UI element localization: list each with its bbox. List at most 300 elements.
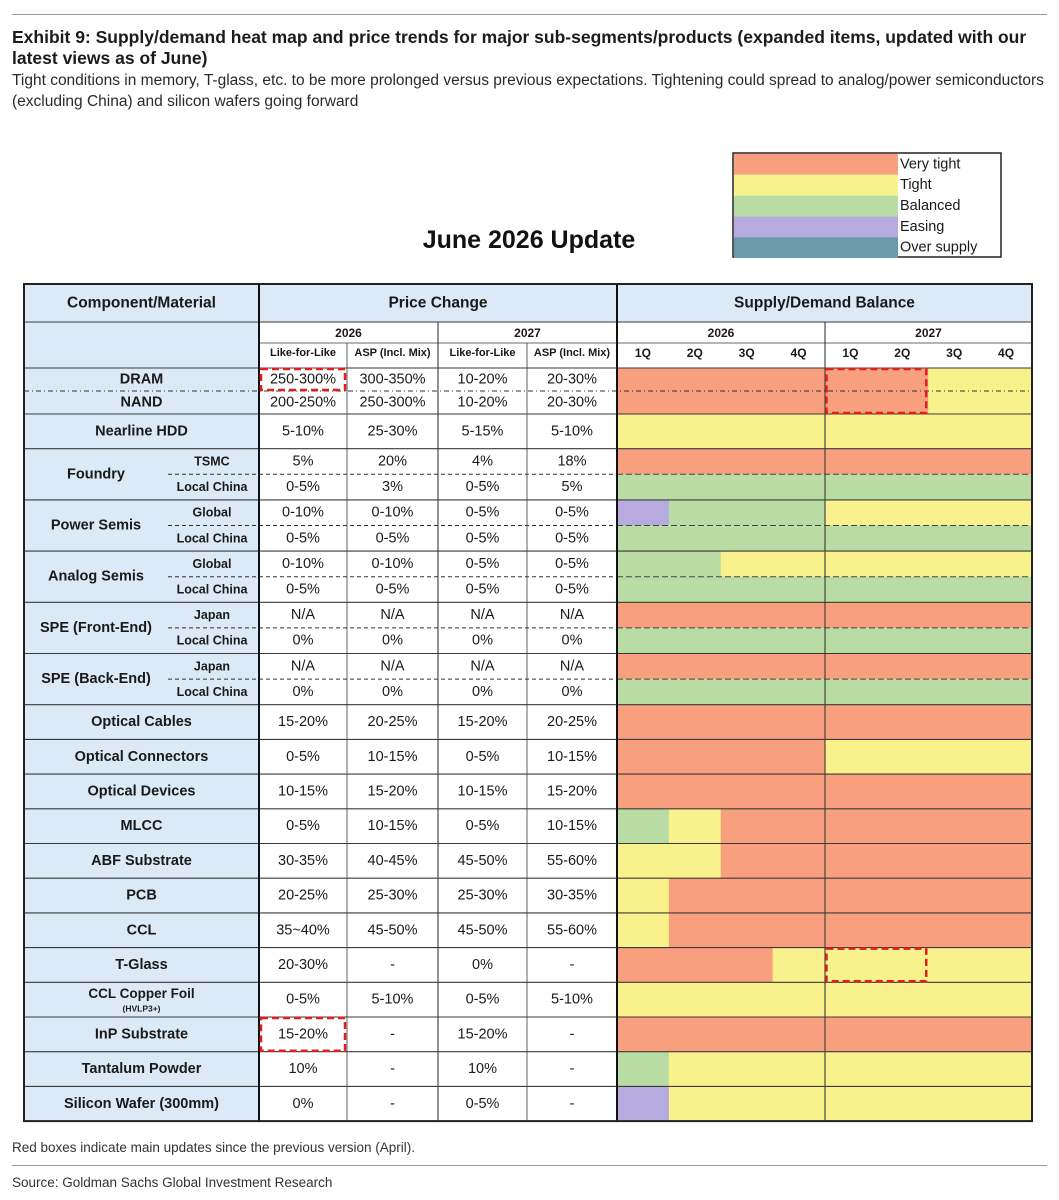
- price-value: 300-350%: [359, 371, 426, 388]
- price-value: 20-30%: [547, 394, 597, 411]
- price-value: 15-20%: [457, 714, 508, 731]
- price-value: 5-15%: [461, 423, 504, 440]
- heat-cell: [617, 1086, 669, 1121]
- heat-cell: [980, 654, 1032, 680]
- heat-cell: [721, 844, 773, 879]
- price-value: 15-20%: [547, 783, 597, 800]
- heat-cell: [773, 577, 825, 603]
- price-value: 0-5%: [375, 530, 410, 547]
- heat-cell: [980, 844, 1032, 879]
- price-value: 40-45%: [367, 852, 418, 869]
- heat-cell: [928, 391, 980, 414]
- price-value: 20-30%: [278, 956, 328, 973]
- price-value: 0%: [292, 683, 314, 700]
- heat-cell: [980, 878, 1032, 913]
- heat-cell: [825, 551, 877, 577]
- heat-cell: [825, 679, 877, 705]
- legend-label-1: Tight: [900, 177, 932, 194]
- heat-cell: [928, 774, 980, 809]
- heat-cell: [721, 449, 773, 475]
- heat-cell: [928, 1052, 980, 1087]
- heat-cell: [773, 414, 825, 449]
- price-value: 0-5%: [286, 818, 320, 835]
- heat-cell: [773, 551, 825, 577]
- row-group-label: Power Semis: [50, 517, 142, 534]
- heat-cell: [669, 414, 721, 449]
- heat-cell: [876, 679, 928, 705]
- row-label: CCL Copper Foil: [88, 986, 195, 1002]
- heat-cell: [773, 739, 825, 774]
- heat-cell: [617, 368, 669, 391]
- heat-cell: [617, 500, 669, 526]
- heat-cell: [721, 679, 773, 705]
- heat-cell: [928, 878, 980, 913]
- heat-cell: [617, 449, 669, 475]
- row-sub-label: Japan: [193, 659, 231, 674]
- heat-cell: [721, 1017, 773, 1052]
- heat-cell: [669, 628, 721, 654]
- heat-cell: [773, 913, 825, 948]
- price-value: N/A: [290, 607, 316, 624]
- exhibit-title: Exhibit 9: Supply/demand heat map and price trends for major sub-segments/products (expanded items, updated with our latest views as of June): [12, 27, 1027, 68]
- price-value: 3%: [382, 479, 403, 496]
- price-value: 15-20%: [278, 714, 328, 731]
- heat-cell: [876, 602, 928, 628]
- price-value: 55-60%: [547, 852, 597, 869]
- legend-swatch-1: [734, 175, 898, 196]
- heat-cell: [825, 654, 877, 680]
- heat-cell: [669, 474, 721, 500]
- heat-cell: [825, 474, 877, 500]
- price-value: 15-20%: [367, 783, 418, 800]
- quarter-label: 3Q: [738, 346, 755, 360]
- heat-cell: [773, 679, 825, 705]
- heat-cell: [825, 913, 877, 948]
- heat-cell: [876, 913, 928, 948]
- price-value: 0%: [561, 632, 583, 649]
- heat-cell: [825, 774, 877, 809]
- row-label: ABF Substrate: [91, 852, 192, 869]
- heat-cell: [773, 878, 825, 913]
- heat-cell: [617, 982, 669, 1017]
- header-balance: Supply/Demand Balance: [734, 294, 915, 312]
- heat-cell: [825, 391, 877, 414]
- price-value: 20-30%: [547, 371, 597, 388]
- heat-cell: [773, 602, 825, 628]
- legend-swatch-3: [734, 216, 898, 237]
- legend-swatch-2: [734, 196, 898, 217]
- heat-cell: [980, 500, 1032, 526]
- heat-cell: [980, 774, 1032, 809]
- price-value: 30-35%: [547, 887, 597, 904]
- row-label: Optical Devices: [87, 783, 196, 800]
- heat-cell: [669, 739, 721, 774]
- price-value: 25-30%: [457, 887, 508, 904]
- price-value: 20%: [377, 453, 408, 470]
- price-value: 0-5%: [286, 748, 320, 765]
- price-value: 25-30%: [367, 423, 418, 440]
- row-group-label: Foundry: [67, 466, 125, 483]
- price-value: N/A: [470, 658, 495, 675]
- heat-cell: [928, 449, 980, 475]
- heat-cell: [617, 913, 669, 948]
- price-value: 15-20%: [457, 1026, 508, 1043]
- heat-cell: [669, 844, 721, 879]
- heat-cell: [617, 1017, 669, 1052]
- heat-cell: [825, 878, 877, 913]
- heat-cell: [928, 705, 980, 740]
- footer-rule: [12, 1165, 1047, 1166]
- quarter-label: 2Q: [686, 346, 703, 360]
- legend-swatch-0: [734, 154, 898, 175]
- heat-cell: [721, 913, 773, 948]
- heat-cell: [773, 628, 825, 654]
- heat-cell: [876, 844, 928, 879]
- heat-cell: [876, 774, 928, 809]
- heat-cell: [721, 551, 773, 577]
- price-value: 0-5%: [465, 748, 500, 765]
- price-value: -: [569, 1026, 575, 1043]
- price-value: 5-10%: [551, 991, 593, 1008]
- row-group-label: SPE (Front-End): [40, 619, 152, 636]
- heat-cell: [669, 705, 721, 740]
- price-value: 0-10%: [282, 504, 324, 521]
- price-value: 10-15%: [278, 783, 328, 800]
- price-col-label: Like-for-Like: [269, 347, 337, 359]
- heat-cell: [928, 809, 980, 844]
- heat-cell: [669, 809, 721, 844]
- heat-cell: [980, 474, 1032, 500]
- heat-cell: [617, 474, 669, 500]
- heat-cell: [669, 391, 721, 414]
- heat-cell: [669, 449, 721, 475]
- quarter-label: 1Q: [634, 346, 651, 360]
- heat-cell: [669, 500, 721, 526]
- header-price-change: Price Change: [388, 294, 488, 312]
- heat-cell: [669, 577, 721, 603]
- heat-cell: [928, 551, 980, 577]
- heat-cell: [825, 628, 877, 654]
- row-label: DRAM: [119, 371, 164, 388]
- heat-cell: [876, 449, 928, 475]
- heat-cell: [980, 449, 1032, 475]
- price-value: 0-5%: [465, 530, 500, 547]
- heat-cell: [825, 577, 877, 603]
- heat-cell: [980, 628, 1032, 654]
- heat-cell: [617, 844, 669, 879]
- price-value: 0%: [292, 632, 314, 649]
- row-label: NAND: [120, 394, 163, 411]
- heat-cell: [773, 526, 825, 552]
- heat-cell: [980, 913, 1032, 948]
- price-value: -: [390, 1095, 395, 1112]
- heat-cell: [721, 414, 773, 449]
- heat-cell: [825, 1086, 877, 1121]
- heat-cell: [876, 982, 928, 1017]
- row-label: InP Substrate: [94, 1026, 189, 1043]
- heat-cell: [617, 654, 669, 680]
- heat-cell: [669, 982, 721, 1017]
- heat-cell: [773, 774, 825, 809]
- heat-cell: [721, 774, 773, 809]
- heat-cell: [980, 1017, 1032, 1052]
- heat-cell: [721, 809, 773, 844]
- price-value: 0%: [472, 632, 493, 649]
- price-value: 5-10%: [371, 991, 414, 1008]
- heat-cell: [617, 774, 669, 809]
- heat-cell: [825, 449, 877, 475]
- heat-cell: [928, 679, 980, 705]
- heat-cell: [617, 551, 669, 577]
- row-sub-label: Local China: [176, 684, 248, 699]
- heat-cell: [876, 705, 928, 740]
- heat-cell: [980, 982, 1032, 1017]
- heat-cell: [721, 878, 773, 913]
- heat-cell: [617, 705, 669, 740]
- heat-cell: [876, 577, 928, 603]
- row-group-label: Analog Semis: [48, 568, 144, 585]
- heat-cell: [669, 679, 721, 705]
- heat-cell: [980, 551, 1032, 577]
- heat-cell: [928, 577, 980, 603]
- row-sub-label: Japan: [193, 608, 231, 623]
- price-value: -: [390, 956, 395, 973]
- heat-cell: [669, 602, 721, 628]
- heat-cell: [773, 1052, 825, 1087]
- price-col-label: ASP (Incl. Mix): [354, 347, 431, 359]
- price-value: 250-300%: [359, 394, 426, 411]
- price-value: 0-5%: [286, 530, 320, 547]
- quarter-label: 4Q: [998, 346, 1015, 360]
- heat-cell: [721, 705, 773, 740]
- price-value: 0%: [561, 683, 583, 700]
- heat-cell: [825, 500, 877, 526]
- heat-cell: [980, 391, 1032, 414]
- footnote: Red boxes indicate main updates since the previous version (April).: [12, 1140, 415, 1155]
- price-value: 0-10%: [371, 555, 414, 572]
- price-value: 0-10%: [371, 504, 414, 521]
- heat-cell: [928, 982, 980, 1017]
- price-value: 0%: [382, 683, 403, 700]
- heat-cell: [928, 526, 980, 552]
- row-label: Optical Connectors: [74, 748, 209, 765]
- row-sub-label: Local China: [176, 633, 248, 648]
- heat-cell: [825, 526, 877, 552]
- row-sub-label: TSMC: [194, 454, 230, 469]
- heat-cell: [876, 948, 928, 983]
- heat-cell: [721, 948, 773, 983]
- price-value: N/A: [559, 607, 585, 624]
- price-value: 0-5%: [465, 504, 500, 521]
- heat-cell: [928, 1017, 980, 1052]
- heat-cell: [721, 982, 773, 1017]
- heat-cell: [617, 948, 669, 983]
- heat-cell: [825, 982, 877, 1017]
- heat-cell: [928, 368, 980, 391]
- heat-cell: [980, 809, 1032, 844]
- heat-cell: [876, 1086, 928, 1121]
- heat-cell: [721, 474, 773, 500]
- heat-cell: [980, 948, 1032, 983]
- heat-cell: [928, 1086, 980, 1121]
- price-value: 18%: [557, 453, 587, 470]
- price-value: 5%: [292, 453, 314, 470]
- legend-label-3: Easing: [900, 218, 945, 235]
- heat-cell: [825, 1052, 877, 1087]
- heat-cell: [669, 654, 721, 680]
- heat-cell: [721, 577, 773, 603]
- heat-cell: [721, 526, 773, 552]
- price-value: 20-25%: [278, 887, 328, 904]
- heat-cell: [876, 628, 928, 654]
- source-note: Source: Goldman Sachs Global Investment Research: [12, 1175, 333, 1190]
- heat-cell: [721, 739, 773, 774]
- price-value: 10-20%: [457, 394, 508, 411]
- heat-cell: [876, 414, 928, 449]
- price-value: 45-50%: [367, 922, 418, 939]
- price-value: 250-300%: [269, 371, 337, 388]
- heat-cell: [876, 809, 928, 844]
- heat-cell: [617, 602, 669, 628]
- price-col-label: ASP (Incl. Mix): [533, 347, 611, 359]
- price-value: 35~40%: [276, 922, 330, 939]
- heat-cell: [980, 679, 1032, 705]
- heat-cell: [928, 739, 980, 774]
- heat-cell: [928, 654, 980, 680]
- heat-cell: [721, 628, 773, 654]
- price-value: N/A: [290, 658, 316, 675]
- heat-cell: [876, 878, 928, 913]
- price-value: 0-5%: [465, 555, 500, 572]
- price-value: 4%: [472, 453, 493, 470]
- heat-cell: [825, 1017, 877, 1052]
- price-value: 10-15%: [457, 783, 508, 800]
- heat-cell: [980, 368, 1032, 391]
- heat-cell: [773, 449, 825, 475]
- heat-cell: [876, 500, 928, 526]
- price-value: 0-5%: [555, 530, 589, 547]
- heat-cell: [721, 368, 773, 391]
- heat-cell: [928, 602, 980, 628]
- header-component: Component/Material: [67, 294, 216, 312]
- price-value: 30-35%: [278, 852, 328, 869]
- row-label: Optical Cables: [91, 714, 192, 731]
- price-value: 0-5%: [465, 479, 500, 496]
- price-value: -: [569, 1095, 575, 1112]
- heat-cell: [773, 705, 825, 740]
- price-value: 10-15%: [367, 748, 418, 765]
- heat-cell: [617, 628, 669, 654]
- heat-cell: [928, 913, 980, 948]
- price-value: N/A: [559, 658, 585, 675]
- heat-cell: [773, 474, 825, 500]
- heat-cell: [773, 391, 825, 414]
- price-value: 20-25%: [547, 714, 597, 731]
- price-value: 0-5%: [465, 991, 500, 1008]
- heat-cell: [825, 844, 877, 879]
- heat-cell: [876, 739, 928, 774]
- row-sub-label: Local China: [176, 480, 248, 495]
- heat-cell: [669, 878, 721, 913]
- heat-cell: [773, 1017, 825, 1052]
- heat-cell: [669, 948, 721, 983]
- heat-cell: [773, 948, 825, 983]
- price-value: 0-5%: [465, 1095, 500, 1112]
- row-group-label: SPE (Back-End): [41, 671, 151, 688]
- heat-cell: [980, 577, 1032, 603]
- legend-label-2: Balanced: [900, 198, 961, 214]
- price-value: N/A: [380, 607, 405, 624]
- price-value: 0%: [382, 632, 403, 649]
- price-value: 0-5%: [465, 581, 500, 598]
- price-value: 0-5%: [555, 555, 589, 572]
- heat-cell: [980, 739, 1032, 774]
- price-value: 55-60%: [547, 922, 597, 939]
- heat-cell: [721, 602, 773, 628]
- price-value: -: [390, 1026, 395, 1043]
- legend-swatch-4: [734, 237, 898, 258]
- price-value: 5-10%: [282, 423, 324, 440]
- heat-cell: [773, 809, 825, 844]
- price-value: 5-10%: [551, 423, 593, 440]
- heat-cell: [825, 368, 877, 391]
- row-label: T-Glass: [115, 956, 168, 973]
- heat-cell: [617, 577, 669, 603]
- row-label: Nearline HDD: [95, 423, 188, 440]
- heat-cell: [825, 705, 877, 740]
- heat-cell: [980, 602, 1032, 628]
- heat-cell: [980, 414, 1032, 449]
- quarter-label: 1Q: [842, 346, 859, 360]
- quarter-label: 2Q: [894, 346, 911, 360]
- heat-cell: [721, 1086, 773, 1121]
- price-value: 200-250%: [269, 394, 337, 411]
- heat-cell: [928, 844, 980, 879]
- price-value: 0-5%: [286, 479, 320, 496]
- quarter-label: 4Q: [790, 346, 807, 360]
- heat-cell: [617, 739, 669, 774]
- heat-cell: [773, 1086, 825, 1121]
- heat-cell: [669, 526, 721, 552]
- row-label: PCB: [126, 887, 157, 904]
- heat-cell: [825, 739, 877, 774]
- price-value: N/A: [380, 658, 405, 675]
- heat-cell: [825, 948, 877, 983]
- heat-cell: [876, 391, 928, 414]
- heat-cell: [721, 500, 773, 526]
- exhibit-subtitle: Tight conditions in memory, T-glass, etc. to be more prolonged versus previous expectations. Tightening could spread to analog/power semiconductors (excluding China) and silicon wafers going forward: [12, 72, 1044, 110]
- heat-cell: [721, 1052, 773, 1087]
- heat-cell: [617, 679, 669, 705]
- heat-cell: [876, 474, 928, 500]
- heat-cell: [721, 654, 773, 680]
- price-value: 0-5%: [555, 504, 589, 521]
- heat-cell: [980, 526, 1032, 552]
- heat-cell: [669, 1017, 721, 1052]
- heat-cell: [876, 654, 928, 680]
- heat-cell: [669, 913, 721, 948]
- heat-cell: [876, 368, 928, 391]
- heat-cell: [617, 391, 669, 414]
- price-value: 0-5%: [555, 581, 589, 598]
- heat-cell: [773, 844, 825, 879]
- row-sub-label: Local China: [176, 582, 248, 597]
- heat-cell: [669, 551, 721, 577]
- heat-cell: [876, 526, 928, 552]
- heat-cell: [876, 551, 928, 577]
- heat-cell: [876, 1017, 928, 1052]
- price-value: 10-15%: [547, 748, 597, 765]
